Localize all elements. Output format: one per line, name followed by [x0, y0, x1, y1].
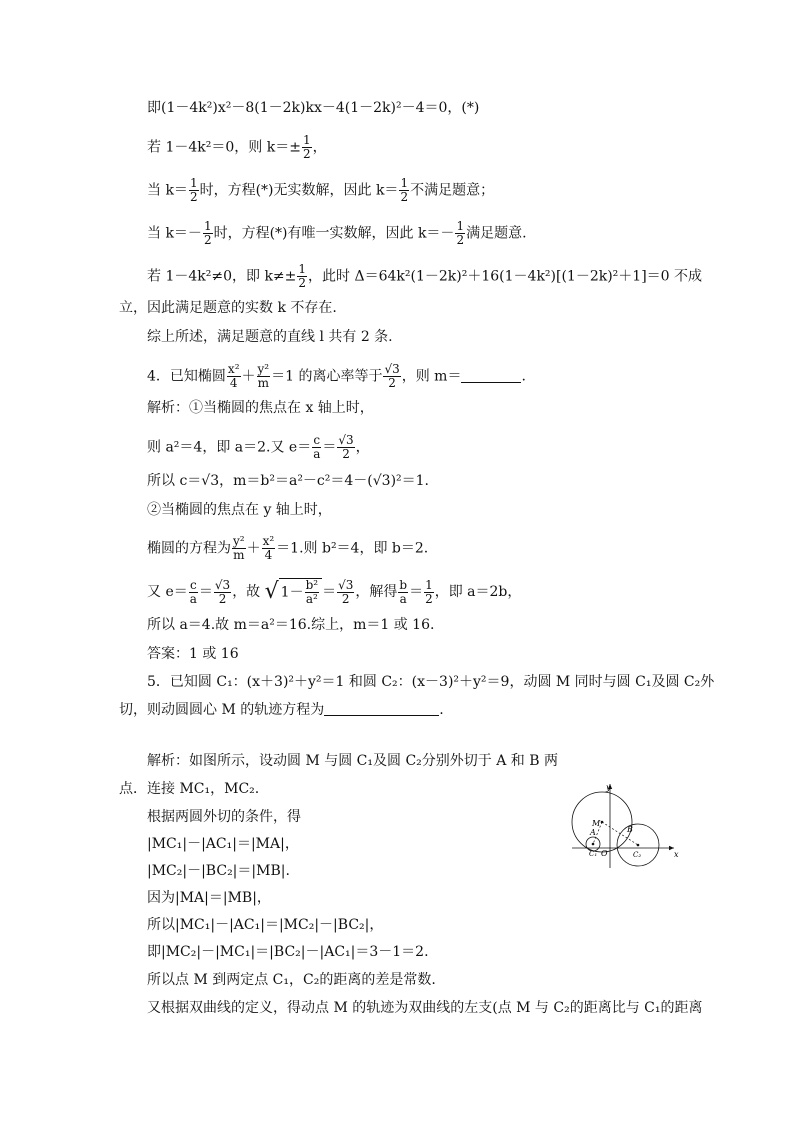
solution-line — [147, 434, 370, 461]
text: ＝ — [322, 584, 337, 600]
denominator: a² — [305, 592, 318, 606]
denominator: a — [313, 447, 321, 461]
text-line: 所以 c＝√3，m＝b²＝a²－c²＝4－(√3)²＝1. — [147, 473, 430, 489]
denominator: 2 — [341, 591, 350, 606]
text: ＋ — [246, 540, 261, 557]
answer-line: 答案：1 或 16 — [147, 646, 239, 662]
text: . — [521, 368, 526, 385]
text-line: ②当椭圆的焦点在 y 轴上时， — [147, 502, 332, 518]
label-y: y — [606, 783, 611, 792]
text: . — [439, 702, 444, 718]
radical-sign: √ — [264, 579, 279, 604]
fraction — [383, 363, 400, 390]
case-line — [147, 220, 527, 247]
numerator: 1 — [456, 219, 465, 233]
denominator: 4 — [264, 548, 273, 562]
text: 椭圆的方程为 — [147, 540, 231, 557]
denominator: 2 — [342, 447, 350, 461]
text-line: 根据两圆外切的条件，得 — [147, 809, 301, 825]
numerator: b² — [305, 578, 319, 592]
solution-line — [147, 535, 428, 562]
numerator: b — [399, 577, 408, 592]
radicand — [279, 578, 322, 606]
text: ， — [312, 139, 327, 156]
numerator: 1 — [203, 219, 212, 233]
numerator: 1 — [298, 262, 307, 276]
text: ＋ — [241, 368, 256, 385]
fraction — [424, 579, 434, 606]
numerator: c — [189, 577, 197, 592]
text-line: 综上所述，满足题意的直线 l 共有 2 条. — [147, 329, 393, 345]
label-o: O — [601, 849, 608, 858]
text: ，解得 — [355, 584, 398, 600]
text: 当 k＝ — [147, 182, 188, 199]
text-line: 解析：①当椭圆的焦点在 x 轴上时， — [147, 400, 374, 416]
text-line: 所以|MC₁|－|AC₁|＝|MC₂|－|BC₂|， — [147, 917, 384, 933]
point-c2 — [637, 844, 640, 847]
numerator: √3 — [338, 577, 354, 592]
text: 时，方程(*)无实数解，因此 k＝ — [199, 182, 399, 199]
text: 则 a²＝4，即 a＝2.又 e＝ — [147, 439, 312, 456]
label-c1: C₁ — [589, 850, 598, 858]
text-line: 所以 a＝4.故 m＝a²＝16.综上，m＝1 或 16. — [147, 617, 435, 633]
fraction — [455, 220, 465, 247]
numerator: y² — [233, 534, 245, 548]
question-5-cont — [119, 700, 444, 720]
text: 若 1－4k²＝0，则 k＝± — [147, 139, 301, 156]
point-m — [601, 821, 604, 824]
question-5: 5．已知圆 C₁：(x＋3)²＋y²＝1 和圆 C₂：(x－3)²＋y²＝9，动圆 M 同时与圆 C₁及圆 C₂外 — [147, 674, 715, 690]
fraction — [302, 134, 312, 161]
text: ，则 m＝ — [401, 368, 462, 385]
text: 1－ — [280, 584, 304, 601]
text-line: 因为|MA|＝|MB|， — [147, 890, 271, 906]
denominator: 2 — [456, 233, 465, 247]
denominator: 2 — [189, 190, 198, 204]
text-line: |MC₂|－|BC₂|＝|MB|. — [147, 863, 290, 879]
text-line: 即|MC₂|－|MC₁|＝|BC₂|－|AC₁|＝3－1＝2. — [147, 944, 429, 960]
fraction — [214, 579, 231, 606]
label-c2: C₂ — [633, 851, 642, 859]
text: ，故 — [232, 584, 261, 600]
label-m: M — [592, 819, 601, 828]
text: 时，方程(*)有唯一实数解，因此 k＝－ — [213, 225, 455, 242]
numerator: √3 — [384, 362, 400, 376]
denominator: 2 — [203, 233, 212, 247]
text-line: 又根据双曲线的定义，得动点 M 的轨迹为双曲线的左支(点 M 与 C₂的距离比与 C₁的距离 — [147, 1000, 703, 1016]
solution-line — [147, 578, 521, 606]
denominator: 2 — [298, 276, 307, 290]
fraction — [337, 434, 354, 461]
text: ＝1.则 b²＝4，即 b＝2. — [276, 540, 429, 557]
fraction — [297, 263, 307, 290]
fraction — [227, 363, 241, 390]
text: 又 e＝ — [147, 584, 188, 600]
numerator: c — [313, 433, 321, 447]
text: 切，则动圆圆心 M 的轨迹方程为 — [119, 702, 325, 718]
fraction — [189, 177, 199, 204]
numerator: √3 — [338, 433, 354, 447]
label-b: B — [627, 825, 633, 834]
fraction — [257, 363, 271, 390]
text: 4．已知椭圆 — [147, 368, 226, 385]
text-line: 所以点 M 到两定点 C₁，C₂的距离的差是常数. — [147, 972, 436, 988]
numerator: x² — [262, 534, 275, 548]
denominator: a — [189, 591, 197, 606]
denominator: 2 — [218, 591, 227, 606]
text: ＝ — [198, 584, 213, 600]
text: ，即 a＝2b， — [434, 584, 522, 600]
fraction — [337, 579, 354, 606]
question-4 — [147, 363, 526, 390]
fraction — [232, 535, 246, 562]
label-x: x — [674, 850, 679, 859]
numerator: 1 — [400, 176, 409, 190]
text: ， — [355, 439, 370, 456]
answer-blank[interactable] — [461, 368, 521, 383]
denominator: 2 — [302, 147, 311, 161]
fraction — [399, 177, 409, 204]
numerator: 1 — [302, 133, 311, 147]
denominator: 4 — [229, 376, 238, 390]
text: ＝ — [322, 439, 337, 456]
text: 满足题意. — [466, 225, 527, 242]
numerator: √3 — [214, 577, 231, 592]
equation-line: 即(1－4k²)x²－8(1－2k)kx－4(1－2k)²－4＝0，(*) — [147, 100, 480, 116]
denominator: a — [399, 591, 407, 606]
text: 若 1－4k²≠0，即 k≠± — [147, 268, 297, 285]
denominator: 2 — [400, 190, 409, 204]
text-line: 立，因此满足题意的实数 k 不存在. — [119, 300, 337, 316]
text: ＝ — [409, 584, 424, 600]
text: 不满足题意； — [410, 182, 495, 199]
text: 当 k＝－ — [147, 225, 202, 242]
denominator: 2 — [388, 376, 396, 390]
text: ，此时 Δ＝64k²(1－2k)²＋16(1－4k²)[(1－2k)²＋1]＝0 不成 — [308, 268, 703, 285]
fraction — [398, 579, 408, 606]
numerator: 1 — [189, 176, 198, 190]
numerator: y² — [257, 362, 270, 376]
case-line — [147, 177, 494, 204]
fraction — [312, 434, 321, 461]
text-line: 点．连接 MC₁，MC₂. — [119, 781, 260, 797]
case-line — [147, 263, 702, 290]
text-line: |MC₁|－|AC₁|＝|MA|， — [147, 836, 299, 852]
case-line — [147, 134, 327, 161]
numerator: x² — [227, 362, 240, 376]
circles-figure — [570, 782, 682, 872]
fraction — [203, 220, 213, 247]
numerator: 1 — [425, 577, 433, 592]
point-c1 — [592, 843, 595, 846]
denominator: m — [257, 376, 269, 390]
fraction — [305, 579, 320, 606]
text-line: 解析：如图所示，设动圆 M 与圆 C₁及圆 C₂分别外切于 A 和 B 两 — [147, 753, 558, 769]
denominator: m — [233, 548, 245, 562]
label-a: A — [590, 828, 596, 837]
fraction — [262, 535, 276, 562]
fraction — [189, 579, 198, 606]
denominator: 2 — [425, 591, 433, 606]
text: ＝1 的离心率等于 — [271, 368, 383, 385]
answer-blank[interactable] — [324, 701, 439, 716]
